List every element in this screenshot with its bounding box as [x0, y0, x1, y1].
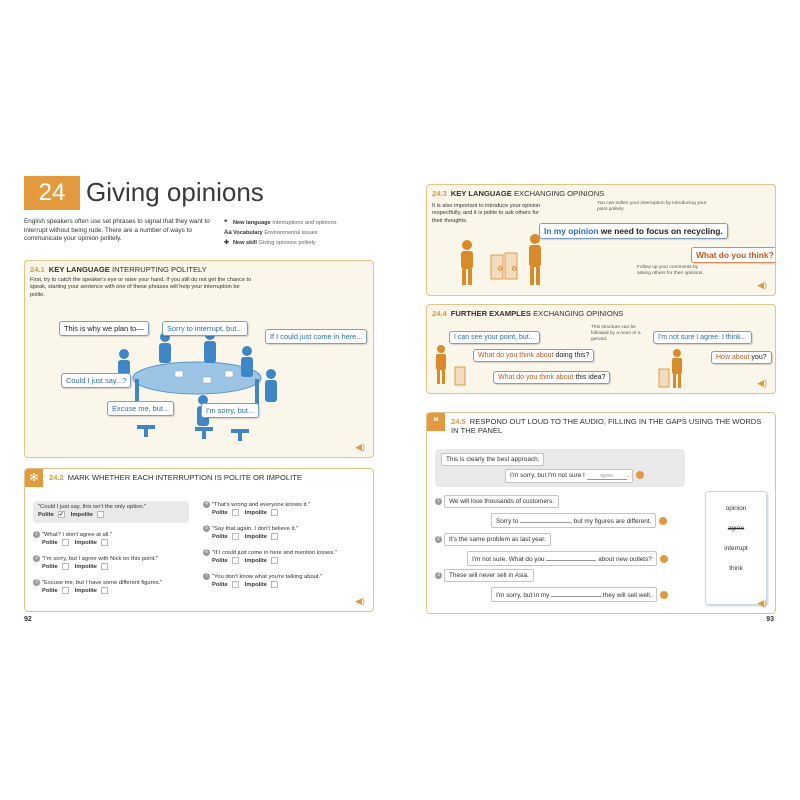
bubble-see-your-point: I can see your point, but... [449, 331, 540, 344]
bubble-not-sure-agree: I'm not sure I agree. I think... [653, 331, 752, 344]
impolite-checkbox[interactable] [101, 563, 108, 570]
panel-word: opinion [725, 505, 747, 512]
question-item: 6 "If I could just come in here and mention losses." Polite Impolite [203, 549, 337, 564]
bubble-im-sorry: I'm sorry, but... [201, 403, 259, 418]
polite-checkbox[interactable]: ✓ [58, 512, 64, 518]
chapter-title: Giving opinions [86, 177, 264, 207]
impolite-checkbox[interactable] [271, 581, 278, 588]
note-follow-up: Follow up your comments by asking others for their opinions. [637, 265, 704, 276]
people-recycling-illustration [427, 185, 776, 296]
question-item: 4 "That's wrong and everyone knows it." Polite Impolite [203, 501, 310, 516]
speaker-icon[interactable] [659, 517, 667, 525]
page-number: 93 [766, 616, 774, 623]
question-item: 7 "You don't know what you're talking about." Polite Impolite [203, 573, 322, 588]
example-text: "Could I just say, this isn't the only option." [38, 504, 147, 510]
bubble-this-idea: What do you think about this idea? [493, 371, 610, 384]
section-24-1 [24, 260, 374, 458]
example-options: Polite ✓ Impolite [38, 511, 184, 518]
speech-bubbles-icon: ❝ [224, 220, 228, 226]
svg-text:♻: ♻ [497, 265, 504, 273]
bubble-if-i-could: If I could just come in here... [265, 329, 367, 344]
bubble-excuse-me: Excuse me, but... [107, 401, 174, 416]
right-page [426, 162, 778, 630]
audio-icon[interactable]: ◀) [757, 280, 767, 290]
impolite-checkbox[interactable] [101, 539, 108, 546]
polite-checkbox[interactable] [62, 587, 69, 594]
page-number: 92 [24, 616, 32, 623]
section-24-3-text: It is also important to introduce your opinion respectfully, and it is polite to ask others for their thoughts. [432, 203, 541, 224]
speech-icon: ❝ [427, 413, 445, 431]
section-24-5-header: 24.5 RESPOND OUT LOUD TO THE AUDIO, FILLING IN THE GAPS USING THE WORDS IN THE PANEL [451, 417, 762, 435]
impolite-checkbox[interactable] [97, 511, 104, 518]
meta-new-language: ❝ New language Interruptions and opinions [224, 220, 337, 226]
impolite-checkbox[interactable] [271, 557, 278, 564]
meta-vocabulary: AaVocabulary Environmental issues [224, 230, 318, 236]
polite-checkbox[interactable] [62, 563, 69, 570]
exercise-response: I'm sorry, but in my they will sell well. [491, 587, 668, 602]
note-structure: This structure can be followed by a noun or a gerund. [591, 325, 641, 342]
panel-word: agree [727, 525, 745, 532]
audio-icon[interactable]: ◀) [355, 442, 365, 452]
panel-word: interrupt [724, 545, 748, 552]
intro-text: English speakers often use set phrases to signal that they want to interrupt without being rude. There are a number of ways to communicate your opinion politely. [24, 218, 210, 243]
left-page [24, 162, 378, 630]
example-item [33, 501, 189, 523]
exercise-prompt: 2 It's the same problem as last year. [435, 533, 551, 546]
speaker-icon[interactable] [660, 555, 668, 563]
exercise-prompt: 1 We will lose thousands of customers. [435, 495, 559, 508]
discussion-illustration [427, 305, 776, 394]
impolite-checkbox[interactable] [271, 533, 278, 540]
word-panel [705, 491, 767, 605]
meta-new-skill: ✚ New skill Giving opinions politely [224, 240, 316, 246]
chapter-meta [224, 218, 337, 248]
exercise-response: I'm not sure. What do you about new outlets? [467, 551, 668, 566]
gap-field[interactable]: agree [587, 473, 627, 480]
section-24-2 [24, 468, 374, 612]
section-24-5 [426, 412, 776, 614]
section-24-1-header: 24.1 KEY LANGUAGE INTERRUPTING POLITELY [30, 265, 207, 274]
impolite-checkbox[interactable] [101, 587, 108, 594]
polite-checkbox[interactable] [62, 539, 69, 546]
section-24-3-header: 24.3 KEY LANGUAGE EXCHANGING OPINIONS [432, 189, 605, 198]
polite-checkbox[interactable] [232, 533, 239, 540]
question-item: 3 "Excuse me, but I have some different figures." Polite Impolite [33, 579, 162, 594]
bubble-sorry-to-interrupt: Sorry to interrupt, but... [162, 321, 248, 336]
speaker-icon[interactable] [660, 591, 668, 599]
aa-vocabulary-icon: Aa [224, 230, 232, 236]
question-item: 1 "What? I don't agree at all." Polite Impolite [33, 531, 114, 546]
polite-checkbox[interactable] [232, 509, 239, 516]
section-24-4-header: 24.4 FURTHER EXAMPLES EXCHANGING OPINIONS [432, 309, 624, 318]
example-response: I'm sorry, but I'm not sure I agree . [505, 469, 644, 483]
gap-field[interactable] [520, 516, 570, 523]
svg-text:♻: ♻ [511, 265, 518, 273]
bubble-what-do-you-think: What do you think? [691, 247, 776, 263]
exercise-prompt: 3 These will never sell in Asia. [435, 569, 534, 582]
section-24-3 [426, 184, 776, 296]
impolite-checkbox[interactable] [271, 509, 278, 516]
question-item: 2 "I'm sorry, but I agree with Nick on this point." Polite Impolite [33, 555, 158, 570]
audio-icon[interactable]: ◀) [757, 378, 767, 388]
polite-checkbox[interactable] [232, 581, 239, 588]
bubble-how-about: How about you? [711, 351, 772, 364]
bubble-doing-this: What do you think about doing this? [473, 349, 594, 362]
gap-field[interactable] [551, 590, 601, 597]
gear-icon: ✻ [25, 469, 43, 487]
example-prompt: This is clearly the best approach. [441, 453, 544, 466]
note-soften: You can soften your interruption by introducing your point politely [597, 201, 707, 212]
panel-word: think [729, 565, 743, 572]
bubble-this-is-why: This is why we plan to— [59, 321, 149, 336]
audio-icon[interactable]: ◀) [757, 598, 767, 608]
speaker-icon[interactable] [636, 471, 644, 479]
puzzle-icon: ✚ [224, 240, 230, 246]
audio-icon[interactable]: ◀) [355, 596, 365, 606]
meeting-illustration [25, 261, 374, 458]
section-24-1-text: First, try to catch the speaker's eye or raise your hand. If you still do not get the chance to speak, starting your sentence with one of these phrases will help your interruption be polite. [30, 277, 252, 298]
question-item: 5 "Say that again. I don't believe it." Polite Impolite [203, 525, 298, 540]
chapter-number: 24 [24, 176, 80, 210]
bubble-could-i-just-say: Could I just say...? [61, 373, 131, 388]
chapter-header [24, 176, 378, 210]
polite-checkbox[interactable] [232, 557, 239, 564]
section-24-4 [426, 304, 776, 394]
gap-field[interactable] [546, 554, 596, 561]
exercise-response: Sorry to , but my figures are different. [491, 513, 667, 528]
section-24-2-header: 24.2 MARK WHETHER EACH INTERRUPTION IS POLITE OR IMPOLITE [49, 473, 302, 482]
bubble-in-my-opinion: In my opinion we need to focus on recycling. [539, 223, 728, 239]
